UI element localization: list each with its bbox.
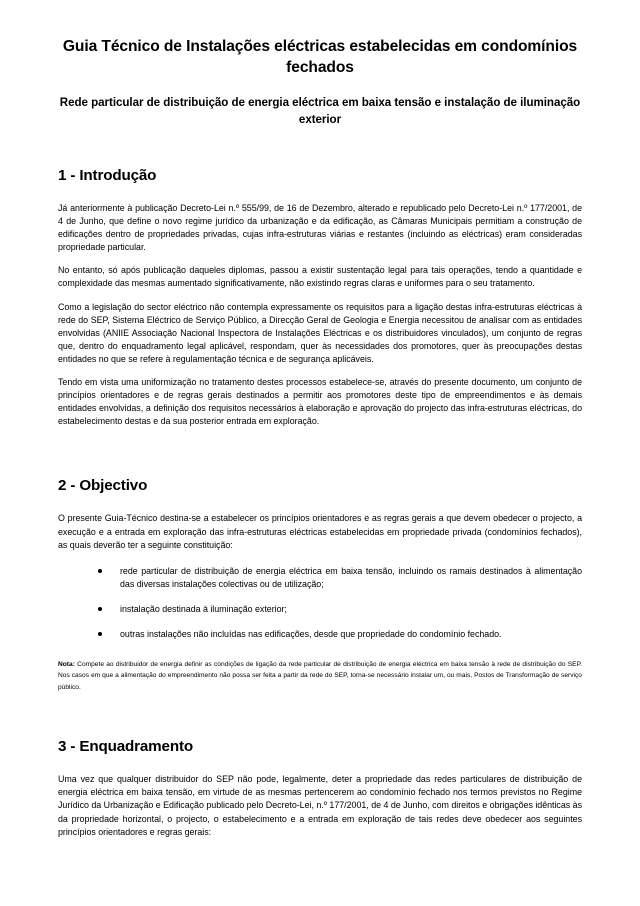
paragraph: Tendo em vista uma uniformização no tratamento destes processos estabelece-se, através do presente documento, um conjunto de princípios orientadores e de regras gerais destinados a permitir aos promotores deste tipo de empreendimentos e às demais entidades envolvidas, a definição dos requisitos necessários à elaboração e aprovação do projecto das infra-estruturas eléctricas, do estabelecimento destas e da sua posterior entrada em exploração.: [58, 377, 582, 427]
objectivo-bullet-list: [58, 565, 582, 641]
bullet-dot-icon: [98, 569, 102, 573]
section-heading-introducao: 1 - Introdução: [58, 167, 157, 184]
bullet-dot-icon: [98, 607, 102, 611]
bullet-dot-icon: [98, 632, 102, 636]
list-item: [98, 565, 582, 591]
nota-label: Nota:: [58, 661, 75, 669]
paragraph: O presente Guia-Técnico destina-se a estabelecer os princípios orientadores e as regras gerais a que devem obedecer o projecto, a execução e a entrada em exploração das infra-estruturas eléctricas estabelecidas em propriedade privada (condomínios fechados), as quais deverão ter a seguinte constituição:: [58, 513, 582, 550]
page-content: [58, 0, 582, 839]
paragraph: Uma vez que qualquer distribuidor do SEP não pode, legalmente, deter a propriedade das redes particulares de distribuição de energia eléctrica em baixa tensão, em virtude de as mesmas pertencerem ao condomínio fechado nos termos previstos no Regime Jurídico da Urbanização e Edificação publicado pelo Decreto-Lei, n.º 177/2001, de 4 de Junho, com direitos e obrigações idênticas às da propriedade horizontal, o projecto, o estabelecimento e a entrada em exploração de tais redes deve obedecer aos seguintes princípios orientadores e regras gerais:: [58, 774, 582, 837]
list-item-label: instalação destinada à iluminação exterior;: [120, 603, 287, 614]
list-item: [98, 628, 582, 641]
nota-text: Compete ao distribuidor de energia definir as condições de ligação da rede particular de distribuição de energia eléctrica em baixa tensão à rede de distribuição do SEP. Nos casos em que a alimentação do empreendimento não possa ser feita a partir da rede do SEP, torna-se necessário instalar um, ou mais, Postos de Transformação de serviço público.: [58, 661, 582, 691]
list-item-label: rede particular de distribuição de energia eléctrica em baixa tensão, incluindo os ramais destinados à alimentação das diversas instalações colectivas ou de utilização;: [120, 565, 582, 589]
page-title: Guia Técnico de Instalações eléctricas estabelecidas em condomínios fechados: [62, 38, 578, 76]
paragraph: Já anteriormente à publicação Decreto-Lei n.º 555/99, de 16 de Dezembro, alterado e republicado pelo Decreto-Lei n.º 177/2001, de 4 de Junho, que define o novo regime jurídico da urbanização e da edificação, as Câmaras Municipais permitiam a construção de edificações dentro de propriedades privadas, cujas infra-estruturas viárias e restantes (incluindo as eléctricas) eram consideradas propriedade particular.: [58, 203, 582, 253]
page-subtitle: Rede particular de distribuição de energia eléctrica em baixa tensão e instalação de iluminação exterior: [59, 96, 581, 126]
paragraph: Como a legislação do sector eléctrico não contempla expressamente os requisitos para a ligação destas infra-estruturas eléctricas à rede do SEP, Sistema Eléctrico de Serviço Público, a Direcção Geral de Geologia e Energia necessitou de analisar com as entidades envolvidas (ANIIE Associação Nacional Inspectora de Instalações Eléctricas e os distribuidores vinculados), um conjunto de regras que, dentro do enquadramento legal aplicável, respondam, quer às necessidades dos promotores, quer às preocupações destas entidades no que se refere à regulamentação técnica e de segurança aplicáveis.: [58, 301, 582, 364]
list-item: [98, 603, 582, 616]
nota-block: [58, 659, 582, 693]
paragraph: No entanto, só após publicação daqueles diplomas, passou a existir sustentação legal para tais operações, tendo a quantidade e complexidade das mesmas aumentado significativamente, não existindo regras claras e uniformes para o seu tratamento.: [58, 265, 582, 289]
list-item-label: outras instalações não incluídas nas edificações, desde que propriedade do condomínio fechado.: [120, 628, 502, 639]
section-heading-enquadramento: 3 - Enquadramento: [58, 738, 193, 756]
section-heading-objectivo: 2 - Objectivo: [58, 477, 148, 495]
